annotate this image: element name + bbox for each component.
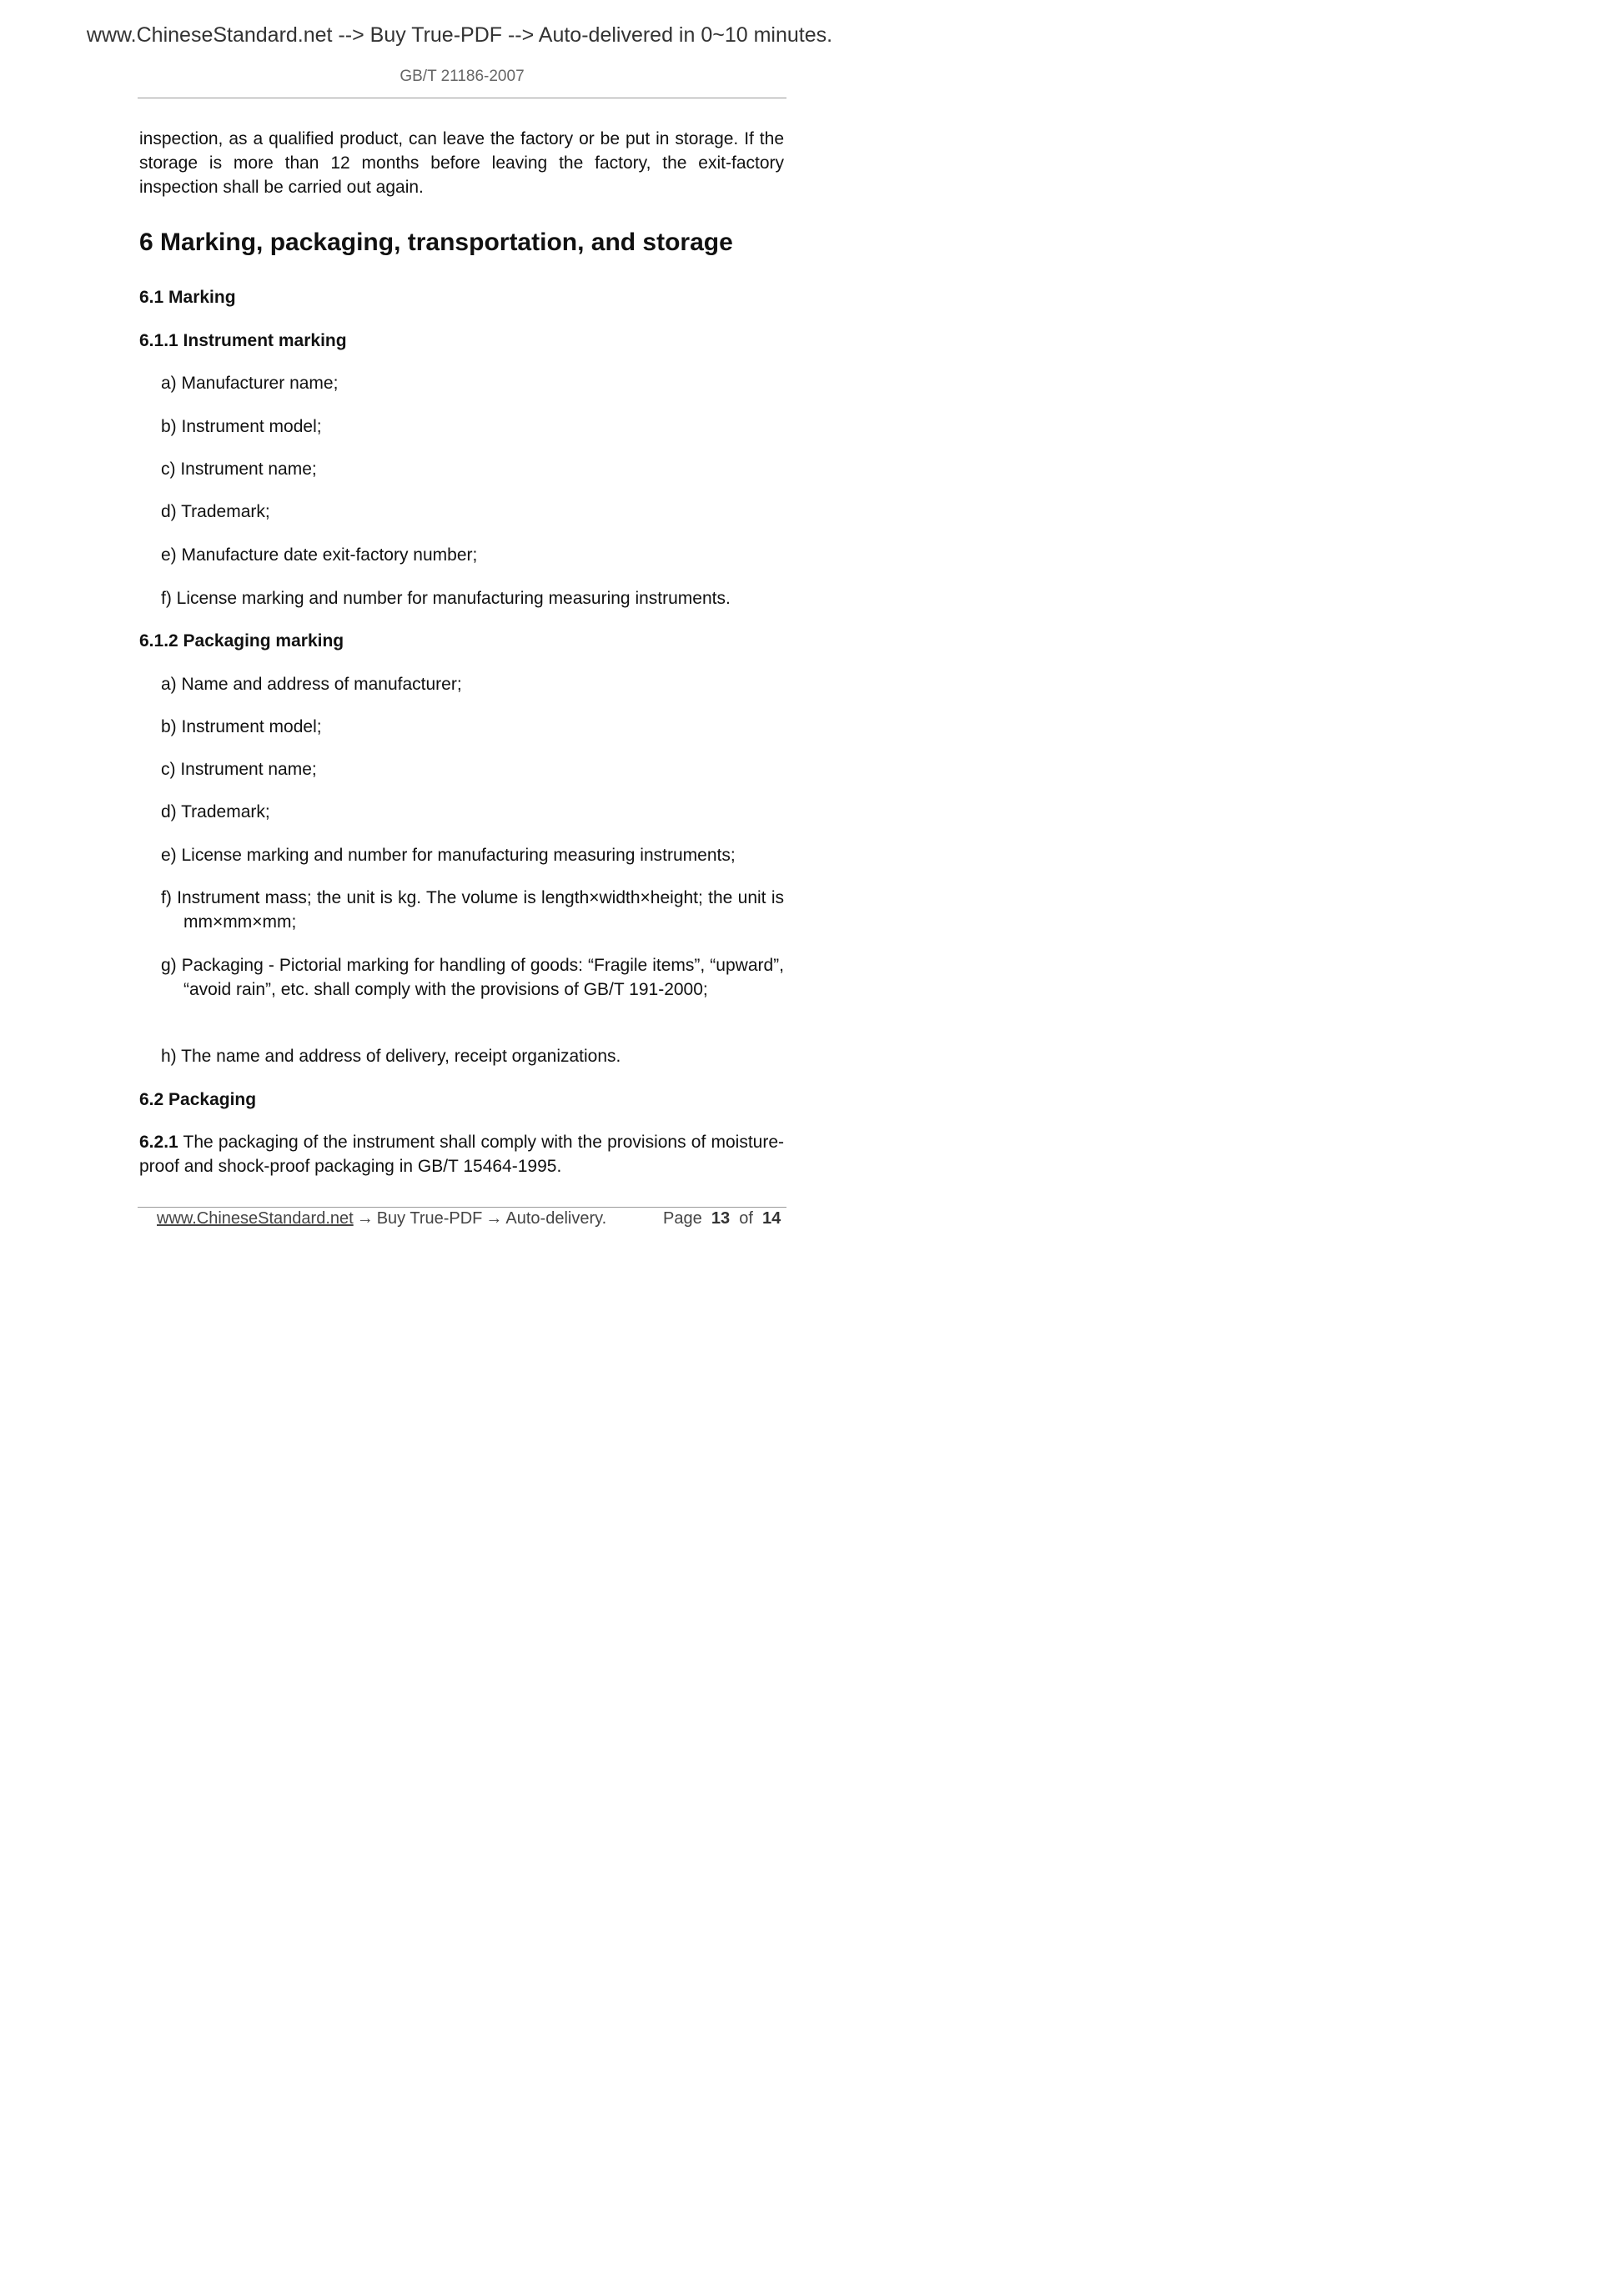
section-6-1-heading: 6.1 Marking (139, 288, 236, 307)
page-indicator (663, 1209, 781, 1228)
page-number: 13 (711, 1209, 731, 1228)
arrow-right-icon: → (485, 1209, 503, 1228)
site-banner: www.ChineseStandard.net --> Buy True-PDF --> Auto-delivered in 0~10 minutes. (86, 23, 833, 47)
page-label: Page (663, 1209, 702, 1228)
section-6-1-2-heading: 6.1.2 Packaging marking (139, 631, 344, 651)
instrument-marking-item-f: f) License marking and number for manufacturing measuring instruments. (161, 589, 731, 608)
intro-paragraph: inspection, as a qualified product, can leave the factory or be put in storage. If the storage is more than 12 months before leaving the factory, the exit-factory inspection shall be carried out again. (139, 129, 784, 197)
arrow-right-icon: → (356, 1209, 374, 1228)
page-total: 14 (762, 1209, 781, 1228)
instrument-marking-item-b: b) Instrument model; (161, 417, 322, 436)
packaging-marking-item-h: h) The name and address of delivery, receipt organizations. (161, 1047, 621, 1066)
packaging-marking-item-c: c) Instrument name; (161, 760, 317, 779)
instrument-marking-item-a: a) Manufacturer name; (161, 374, 339, 393)
section-6-2-heading: 6.2 Packaging (139, 1090, 257, 1109)
footer-buy-text: Buy True-PDF (376, 1209, 483, 1228)
instrument-marking-item-d: d) Trademark; (161, 502, 270, 521)
of-label: of (739, 1209, 753, 1228)
section-6-heading: 6 Marking, packaging, transportation, and storage (139, 229, 733, 256)
clause-6-2-1-paragraph (139, 1130, 784, 1178)
packaging-marking-item-g: g) Packaging - Pictorial marking for handling of goods: “Fragile items”, “upward”, “avoid rain”, etc. shall comply with the provisions of GB/T 191-2000; (161, 956, 784, 999)
footer-divider (138, 1207, 786, 1208)
packaging-marking-item-f: f) Instrument mass; the unit is kg. The volume is length×width×height; the unit is mm×mm×mm; (161, 888, 784, 932)
footer-links (157, 1209, 606, 1228)
packaging-marking-item-a: a) Name and address of manufacturer; (161, 675, 462, 694)
packaging-marking-item-e: e) License marking and number for manufacturing measuring instruments; (161, 846, 736, 865)
footer-site-link[interactable]: www.ChineseStandard.net (157, 1209, 354, 1228)
footer-auto-text: Auto-delivery. (505, 1209, 607, 1228)
clause-6-2-1-text: The packaging of the instrument shall comply with the provisions of moisture-proof and shock-proof packaging in GB/T 15464-1995. (139, 1133, 784, 1176)
section-6-1-1-heading: 6.1.1 Instrument marking (139, 331, 347, 350)
document-id: GB/T 21186-2007 (399, 68, 525, 85)
instrument-marking-item-e: e) Manufacture date exit-factory number; (161, 545, 478, 565)
instrument-marking-item-c: c) Instrument name; (161, 460, 317, 479)
packaging-marking-item-b: b) Instrument model; (161, 717, 322, 736)
packaging-marking-item-d: d) Trademark; (161, 802, 270, 821)
clause-6-2-1-number: 6.2.1 (139, 1133, 178, 1152)
